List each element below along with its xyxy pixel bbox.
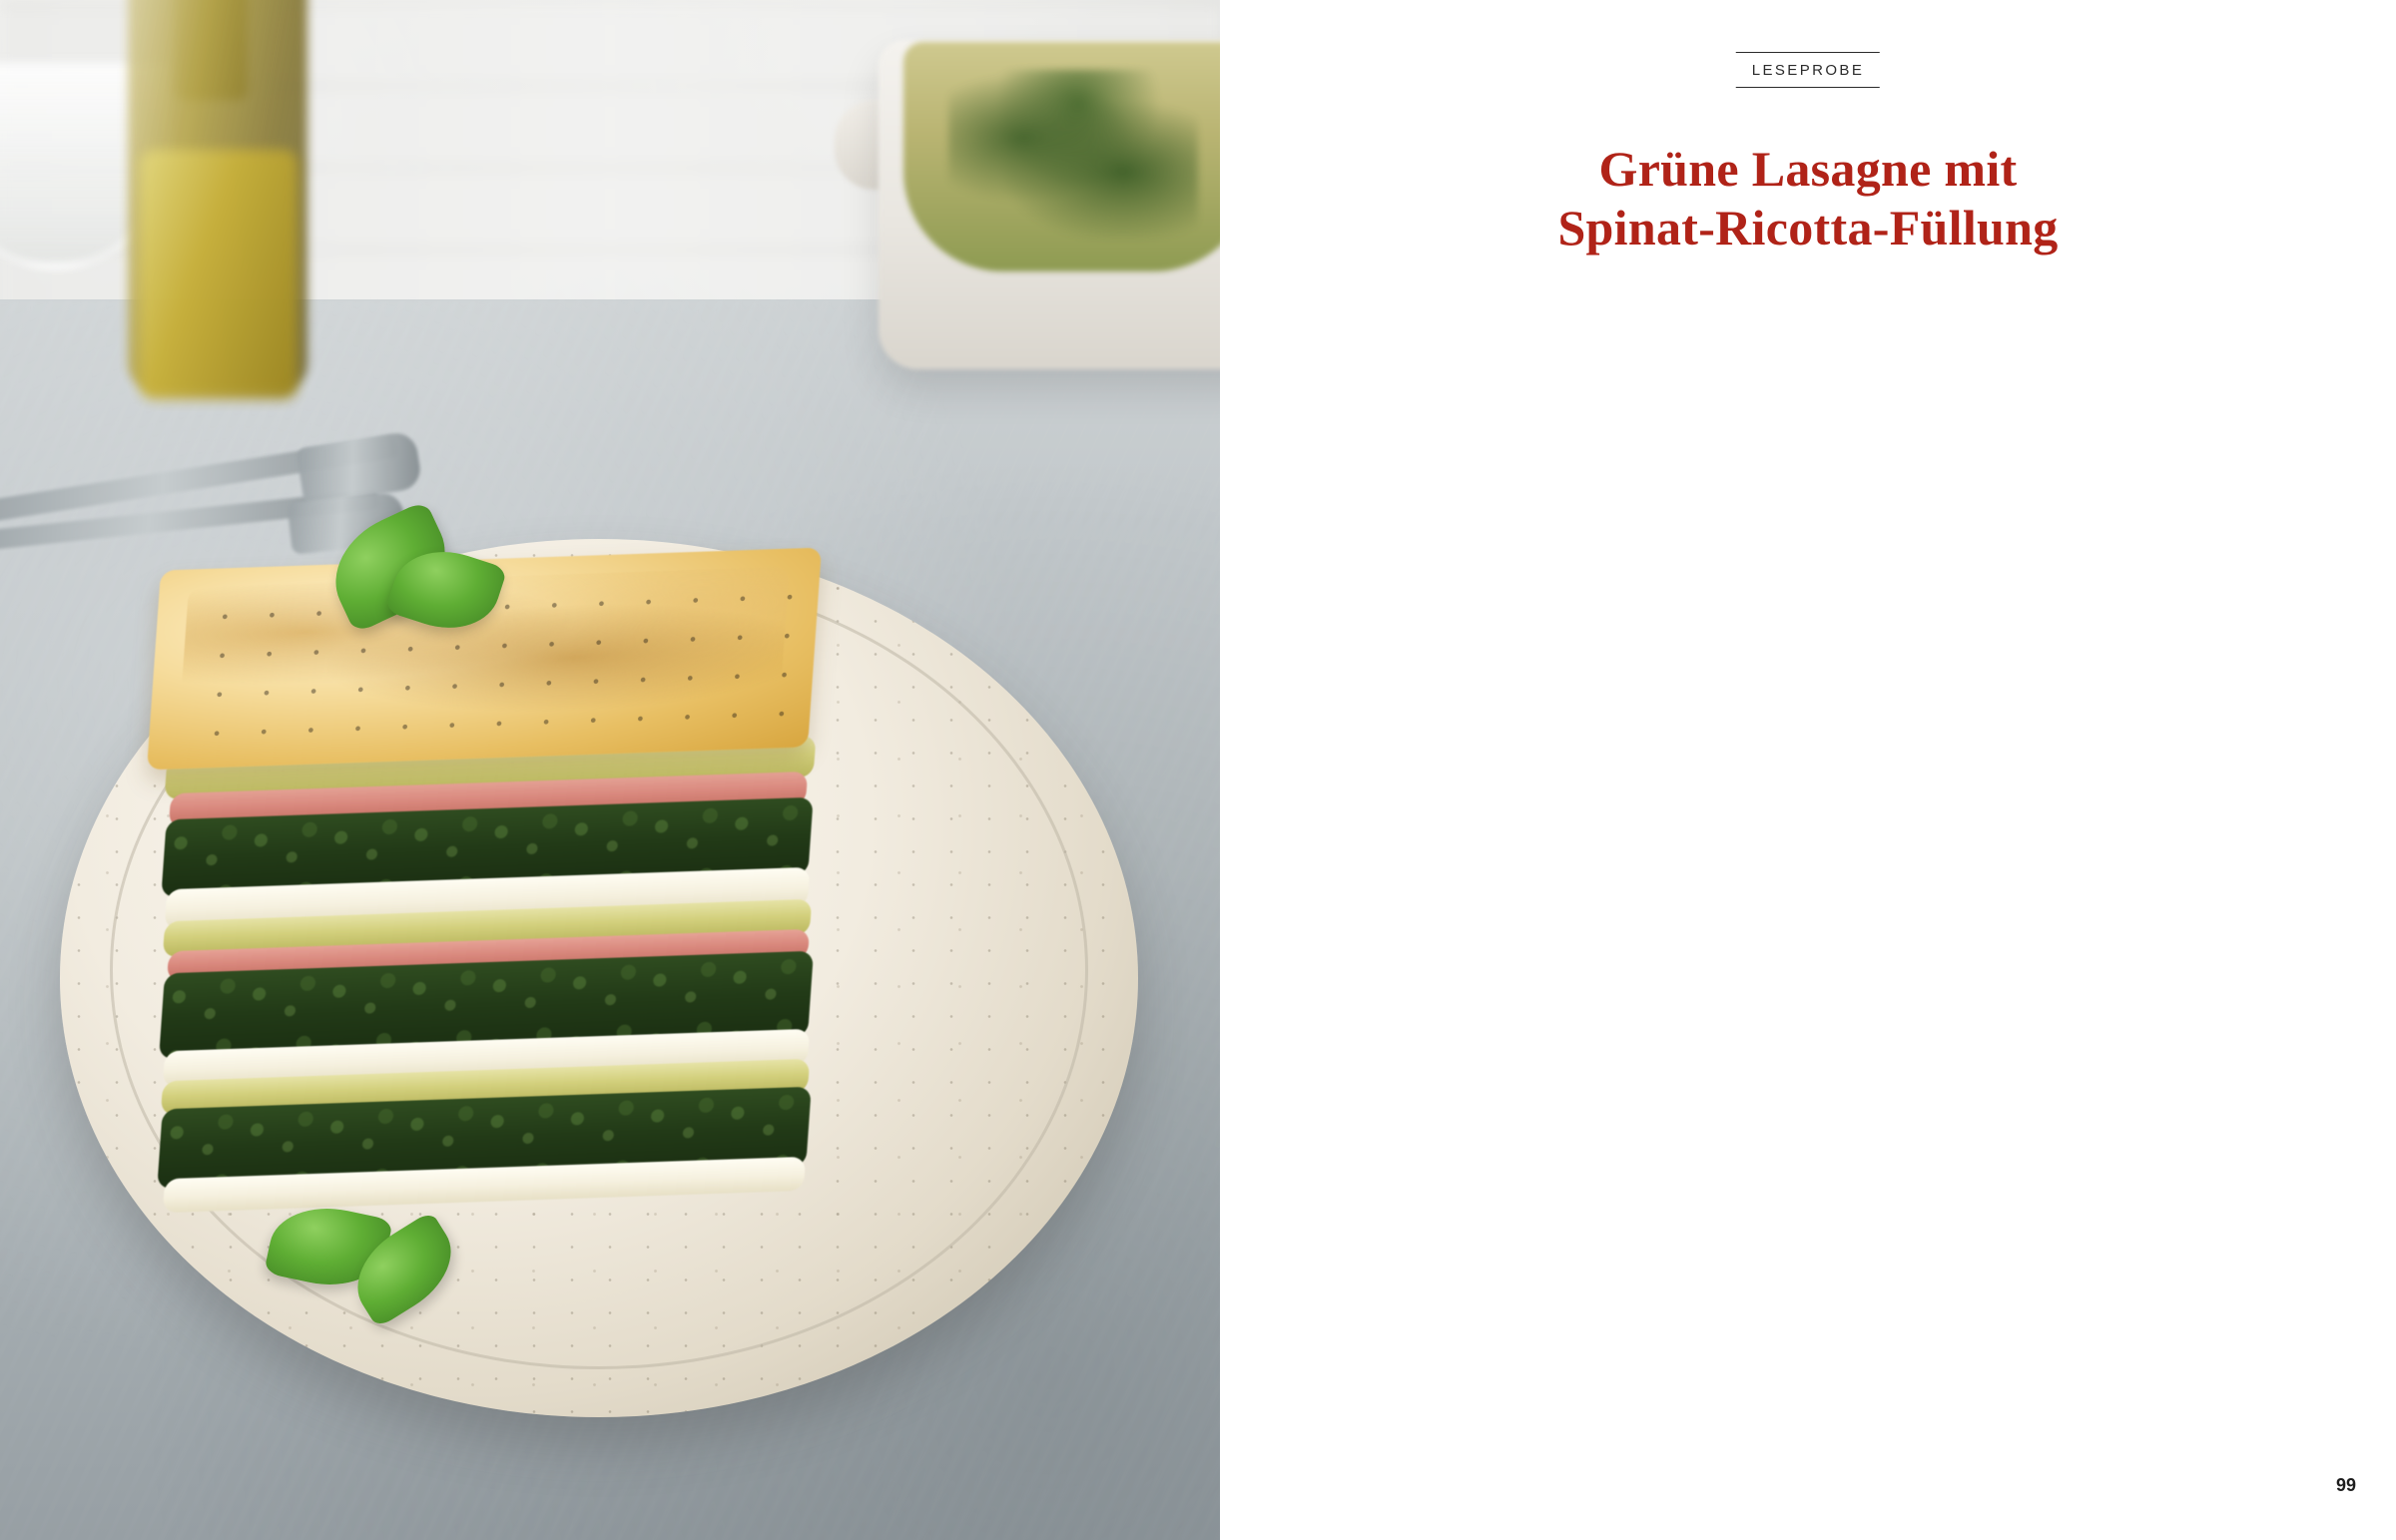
recipe-text-page xyxy=(1220,0,2396,1540)
page-number: 99 xyxy=(2335,1475,2356,1495)
page-title xyxy=(1300,140,2316,257)
recipe-title-line-1: Grüne Lasagne mit xyxy=(1598,141,2018,197)
leseprobe-badge: LESEPROBE xyxy=(1736,52,1880,88)
pot-spinach xyxy=(948,70,1198,240)
olive-oil xyxy=(140,150,298,399)
lasagne-slice xyxy=(95,559,854,1278)
recipe-title-line-2: Spinat-Ricotta-Füllung xyxy=(1557,200,2059,256)
